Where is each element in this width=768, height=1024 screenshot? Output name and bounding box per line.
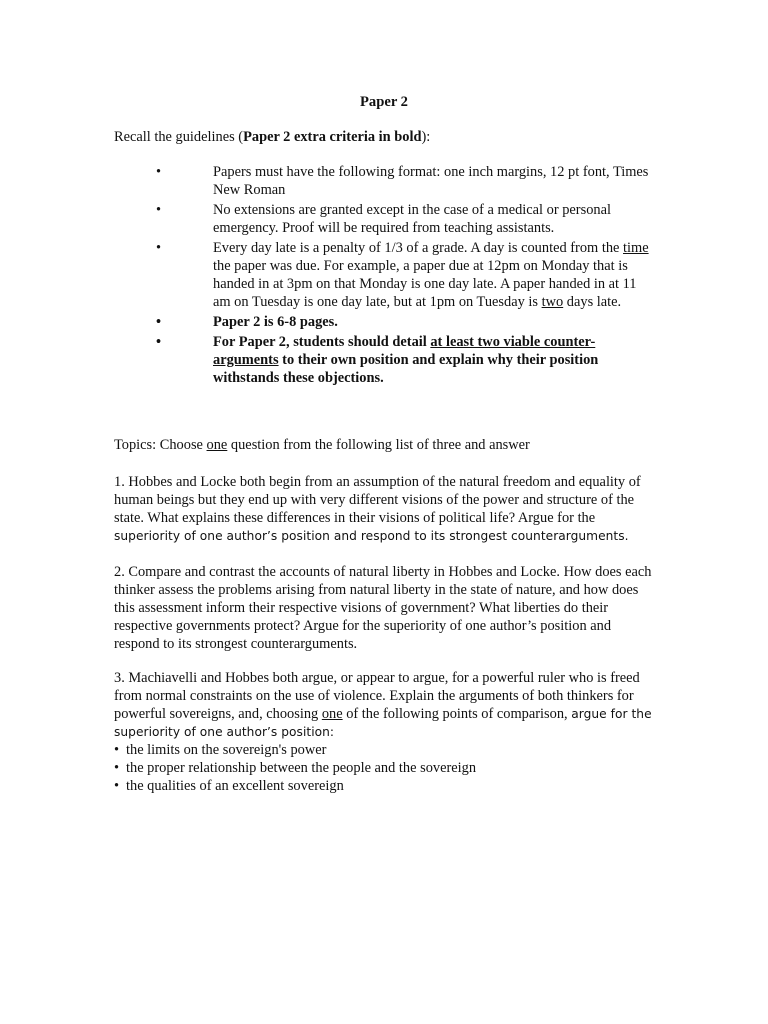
comparison-point: • the proper relationship between the people and the sovereign	[114, 759, 654, 777]
guideline-text: Papers must have the following format: one inch margins, 12 pt font, Times New Roman	[213, 164, 649, 198]
comparison-point: • the qualities of an excellent sovereign	[114, 777, 654, 795]
recall-guidelines-line	[114, 128, 430, 146]
bullet-icon: •	[156, 240, 162, 256]
bullet-icon: •	[156, 202, 162, 218]
comparison-points-list	[114, 741, 654, 795]
guideline-underlined: at least two viable counter-arguments	[213, 334, 596, 368]
guideline-item	[114, 163, 654, 199]
guidelines-list	[114, 163, 654, 389]
question-2-text: 2. Compare and contrast the accounts of natural liberty in Hobbes and Locke. How does each thinker assess the problems arising from natural liberty in the state of nature, and how does this assessment inform their respective visions of government? What liberties do their respective governments protect? Argue for the superiority of one author’s position and respond to its strongest counterarguments.	[114, 564, 652, 652]
question-3-text: 3. Machiavelli and Hobbes both argue, or appear to argue, for a powerful ruler who is freed from normal constraints on the use of violence. Explain the arguments of both thinkers for powerful sovereigns, and, choosing	[114, 670, 640, 722]
question-3-underlined: one	[321, 706, 343, 722]
question-3	[114, 669, 654, 795]
guideline-item	[114, 201, 654, 237]
question-3-sans-text: argue for the superiority of one author’s position:	[114, 707, 652, 739]
guideline-text-part: to their own position and explain why their position withstands these objections.	[213, 352, 599, 386]
bullet-icon: •	[156, 164, 162, 180]
question-1-sans-text: superiority of one author’s position and respond to its strongest counterarguments.	[114, 529, 629, 543]
recall-suffix: ):	[421, 129, 431, 145]
question-1-text: 1. Hobbes and Locke both begin from an assumption of the natural freedom and equality of human beings but they end up with very different visions of the power and structure of the state. What explains these differences in their visions of political life? Argue for the	[114, 474, 641, 526]
topics-line	[114, 436, 530, 454]
question-2	[114, 563, 654, 653]
guideline-text: Paper 2 is 6-8 pages.	[213, 314, 338, 330]
page-title: Paper 2	[360, 94, 408, 110]
guideline-item	[114, 333, 654, 387]
guideline-underlined: time	[623, 240, 649, 256]
guideline-text-part: the paper was due. For example, a paper due at 12pm on Monday that is handed in at 3pm on that Monday is one day late. A paper handed in at 11 am on Tuesday is one day late, but at 1pm on Tuesday is	[213, 258, 637, 310]
guideline-text-part: For Paper 2, students should detail	[213, 334, 431, 350]
question-1	[114, 473, 654, 545]
recall-bold: Paper 2 extra criteria in bold	[243, 129, 422, 145]
bullet-icon: •	[156, 334, 162, 350]
question-3-text: of the following points of comparison,	[342, 706, 572, 722]
comparison-point: • the limits on the sovereign's power	[114, 741, 654, 759]
guideline-text-part: days late.	[563, 294, 622, 310]
guideline-text-part: Every day late is a penalty of 1/3 of a grade. A day is counted from the	[213, 240, 624, 256]
guideline-item	[114, 239, 654, 311]
topics-underlined: one	[206, 437, 228, 453]
bullet-icon: •	[156, 314, 162, 330]
topics-prefix: Topics: Choose	[114, 437, 207, 453]
guideline-item	[114, 313, 654, 331]
guideline-underlined: two	[541, 294, 564, 310]
topics-suffix: question from the following list of three and answer	[227, 437, 530, 453]
recall-prefix: Recall the guidelines (	[114, 129, 244, 145]
guideline-text: No extensions are granted except in the case of a medical or personal emergency. Proof will be required from teaching assistants.	[213, 202, 611, 236]
